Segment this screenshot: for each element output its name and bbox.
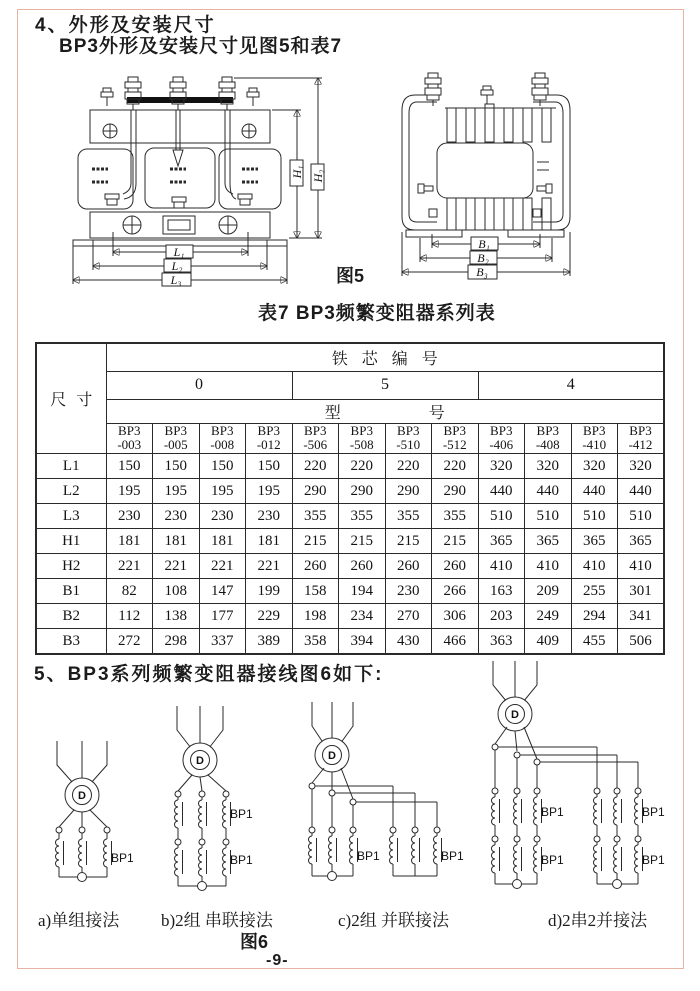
value-cell: 466 xyxy=(432,629,479,654)
bp1-label: BP1 xyxy=(642,805,665,819)
value-cell: 320 xyxy=(525,454,572,479)
value-cell: 181 xyxy=(106,529,153,554)
value-cell: 301 xyxy=(618,579,665,604)
value-cell: 220 xyxy=(385,454,432,479)
value-cell: 177 xyxy=(199,604,246,629)
value-cell: 221 xyxy=(199,554,246,579)
bp1-label: BP1 xyxy=(541,853,564,867)
value-cell: 355 xyxy=(385,504,432,529)
figure5-drawing xyxy=(40,62,640,292)
value-cell: 150 xyxy=(199,454,246,479)
model-cell: BP3 -005 xyxy=(153,423,200,454)
diagram-b-caption: b)2组 串联接法 xyxy=(161,911,273,930)
dim-label-b1: B₁ xyxy=(478,237,490,251)
value-cell: 294 xyxy=(571,604,618,629)
value-cell: 260 xyxy=(339,554,386,579)
row-label: B1 xyxy=(36,579,106,604)
value-cell: 230 xyxy=(246,504,293,529)
side-view xyxy=(402,73,570,279)
bp1-label: BP1 xyxy=(357,849,380,863)
table-row xyxy=(36,554,664,579)
row-label: H2 xyxy=(36,554,106,579)
row-label: H1 xyxy=(36,529,106,554)
value-cell: 230 xyxy=(385,579,432,604)
value-cell: 410 xyxy=(571,554,618,579)
bp1-label: BP1 xyxy=(541,805,564,819)
table-row xyxy=(36,604,664,629)
value-cell: 260 xyxy=(385,554,432,579)
model-cell: BP3 -008 xyxy=(199,423,246,454)
value-cell: 138 xyxy=(153,604,200,629)
value-cell: 510 xyxy=(618,504,665,529)
row-label: L1 xyxy=(36,454,106,479)
value-cell: 410 xyxy=(525,554,572,579)
value-cell: 221 xyxy=(246,554,293,579)
value-cell: 365 xyxy=(571,529,618,554)
core-group-cell: 4 xyxy=(478,371,664,399)
core-group-cell: 5 xyxy=(292,371,478,399)
value-cell: 510 xyxy=(571,504,618,529)
value-cell: 440 xyxy=(618,479,665,504)
diagram-d-caption: d)2串2并接法 xyxy=(548,911,648,930)
table-row xyxy=(36,454,664,479)
value-cell: 341 xyxy=(618,604,665,629)
value-cell: 147 xyxy=(199,579,246,604)
row-label: B3 xyxy=(36,629,106,654)
value-cell: 220 xyxy=(292,454,339,479)
value-cell: 394 xyxy=(339,629,386,654)
motor-label: D xyxy=(196,755,204,767)
section4-heading: 4、外形及安装尺寸 xyxy=(35,15,216,36)
model-cell: BP3 -512 xyxy=(432,423,479,454)
value-cell: 510 xyxy=(478,504,525,529)
table7-title: 表7 BP3频繁变阻器系列表 xyxy=(258,303,496,324)
table-row xyxy=(36,629,664,654)
value-cell: 181 xyxy=(246,529,293,554)
dim-label-h2: H₂ xyxy=(311,169,325,183)
value-cell: 215 xyxy=(385,529,432,554)
series-table xyxy=(35,342,665,655)
value-cell: 221 xyxy=(106,554,153,579)
value-cell: 220 xyxy=(339,454,386,479)
dim-label-h1: H₁ xyxy=(290,165,304,179)
bp1-label: BP1 xyxy=(111,851,134,865)
page-number: -9- xyxy=(266,952,289,969)
value-cell: 255 xyxy=(571,579,618,604)
diagram-c xyxy=(309,702,465,881)
value-cell: 410 xyxy=(478,554,525,579)
value-cell: 82 xyxy=(106,579,153,604)
section4-subheading: BP3外形及安装尺寸见图5和表7 xyxy=(59,36,343,57)
value-cell: 195 xyxy=(199,479,246,504)
model-cell: BP3 -012 xyxy=(246,423,293,454)
value-cell: 440 xyxy=(478,479,525,504)
value-cell: 230 xyxy=(106,504,153,529)
value-cell: 337 xyxy=(199,629,246,654)
dimension-corner-cell: 尺寸 xyxy=(36,343,106,454)
motor-label: D xyxy=(328,750,336,762)
model-cell: BP3 -412 xyxy=(618,423,665,454)
front-view xyxy=(73,77,325,287)
value-cell: 195 xyxy=(106,479,153,504)
figure5-caption: 图5 xyxy=(336,266,365,286)
motor-label: D xyxy=(511,709,519,721)
value-cell: 215 xyxy=(432,529,479,554)
value-cell: 510 xyxy=(525,504,572,529)
row-label: L3 xyxy=(36,504,106,529)
table-row xyxy=(36,529,664,554)
value-cell: 290 xyxy=(292,479,339,504)
model-cell: BP3 -406 xyxy=(478,423,525,454)
value-cell: 320 xyxy=(478,454,525,479)
value-cell: 355 xyxy=(339,504,386,529)
value-cell: 290 xyxy=(432,479,479,504)
value-cell: 270 xyxy=(385,604,432,629)
value-cell: 158 xyxy=(292,579,339,604)
value-cell: 215 xyxy=(339,529,386,554)
value-cell: 455 xyxy=(571,629,618,654)
figure6-caption: 图6 xyxy=(240,932,269,952)
model-header-cell: 型号 xyxy=(106,399,664,423)
value-cell: 229 xyxy=(246,604,293,629)
row-label: B2 xyxy=(36,604,106,629)
value-cell: 112 xyxy=(106,604,153,629)
value-cell: 363 xyxy=(478,629,525,654)
value-cell: 266 xyxy=(432,579,479,604)
value-cell: 163 xyxy=(478,579,525,604)
diagram-b xyxy=(175,706,254,891)
value-cell: 220 xyxy=(432,454,479,479)
value-cell: 260 xyxy=(432,554,479,579)
core-group-cell: 0 xyxy=(106,371,292,399)
value-cell: 150 xyxy=(246,454,293,479)
value-cell: 298 xyxy=(153,629,200,654)
value-cell: 389 xyxy=(246,629,293,654)
core-number-header: 铁芯编号 xyxy=(106,343,664,371)
model-cell: BP3 -508 xyxy=(339,423,386,454)
dim-label-b3: B₃ xyxy=(476,265,488,279)
value-cell: 195 xyxy=(153,479,200,504)
model-cell: BP3 -510 xyxy=(385,423,432,454)
diagram-a-caption: a)单组接法 xyxy=(38,911,120,930)
model-cell: BP3 -408 xyxy=(525,423,572,454)
figure6-wiring-diagrams xyxy=(20,655,690,905)
value-cell: 290 xyxy=(385,479,432,504)
table-row xyxy=(36,479,664,504)
value-cell: 209 xyxy=(525,579,572,604)
value-cell: 150 xyxy=(106,454,153,479)
value-cell: 260 xyxy=(292,554,339,579)
value-cell: 430 xyxy=(385,629,432,654)
diagram-d xyxy=(492,661,666,889)
model-cell: BP3 -410 xyxy=(571,423,618,454)
diagram-c-caption: c)2组 并联接法 xyxy=(338,911,449,930)
section5-heading: 5、BP3系列频繁变阻器接线图6如下: xyxy=(34,664,384,685)
value-cell: 320 xyxy=(618,454,665,479)
value-cell: 234 xyxy=(339,604,386,629)
bp1-label: BP1 xyxy=(230,853,253,867)
value-cell: 230 xyxy=(153,504,200,529)
value-cell: 290 xyxy=(339,479,386,504)
value-cell: 181 xyxy=(199,529,246,554)
value-cell: 506 xyxy=(618,629,665,654)
bp1-label: BP1 xyxy=(230,807,253,821)
value-cell: 108 xyxy=(153,579,200,604)
dim-label-l2: L₂ xyxy=(171,259,183,273)
bp1-label: BP1 xyxy=(642,853,665,867)
value-cell: 365 xyxy=(618,529,665,554)
dim-label-l3: L₃ xyxy=(170,273,182,287)
value-cell: 215 xyxy=(292,529,339,554)
value-cell: 410 xyxy=(618,554,665,579)
value-cell: 440 xyxy=(525,479,572,504)
value-cell: 150 xyxy=(153,454,200,479)
table7-container xyxy=(35,342,665,655)
value-cell: 440 xyxy=(571,479,618,504)
table-row xyxy=(36,579,664,604)
value-cell: 409 xyxy=(525,629,572,654)
value-cell: 365 xyxy=(525,529,572,554)
model-cell: BP3 -506 xyxy=(292,423,339,454)
value-cell: 306 xyxy=(432,604,479,629)
row-label: L2 xyxy=(36,479,106,504)
model-cell: BP3 -003 xyxy=(106,423,153,454)
value-cell: 221 xyxy=(153,554,200,579)
value-cell: 203 xyxy=(478,604,525,629)
value-cell: 199 xyxy=(246,579,293,604)
value-cell: 272 xyxy=(106,629,153,654)
value-cell: 249 xyxy=(525,604,572,629)
dim-label-l1: L₁ xyxy=(173,245,185,259)
value-cell: 358 xyxy=(292,629,339,654)
value-cell: 195 xyxy=(246,479,293,504)
value-cell: 355 xyxy=(432,504,479,529)
value-cell: 355 xyxy=(292,504,339,529)
motor-label: D xyxy=(78,790,86,802)
value-cell: 198 xyxy=(292,604,339,629)
value-cell: 320 xyxy=(571,454,618,479)
value-cell: 365 xyxy=(478,529,525,554)
bp1-label: BP1 xyxy=(441,849,464,863)
diagram-a xyxy=(56,741,135,882)
table-row xyxy=(36,504,664,529)
dim-label-b2: B₂ xyxy=(477,251,489,265)
value-cell: 194 xyxy=(339,579,386,604)
value-cell: 181 xyxy=(153,529,200,554)
value-cell: 230 xyxy=(199,504,246,529)
